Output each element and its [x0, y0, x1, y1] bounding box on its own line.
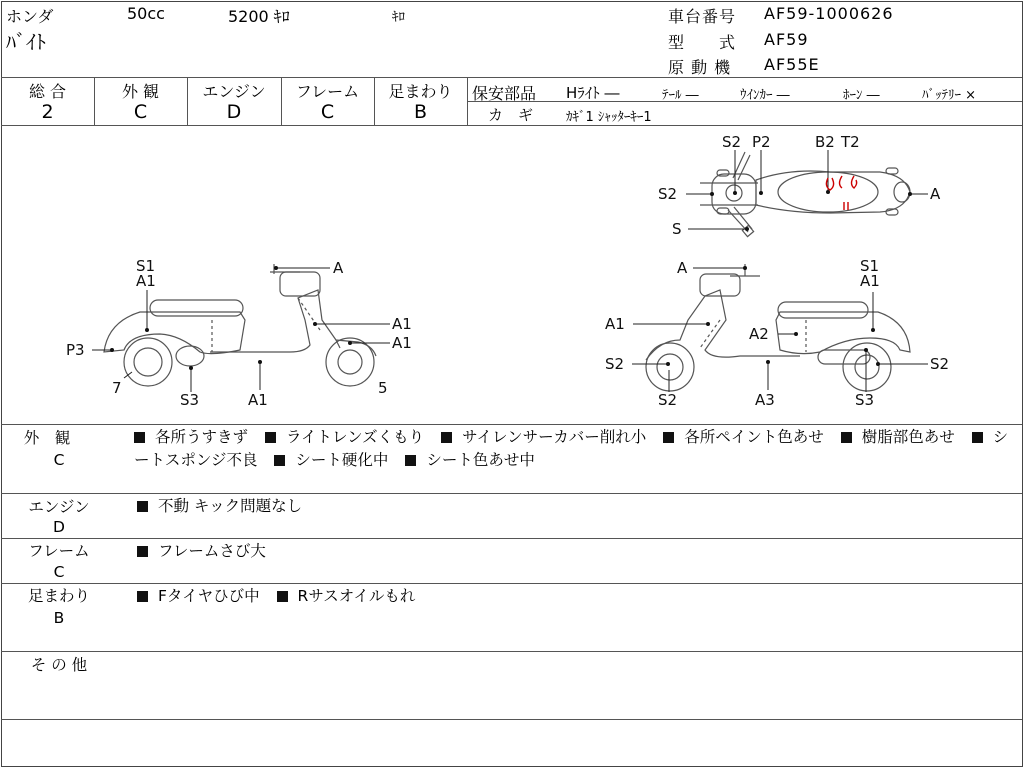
remark-category-engine: エンジン — [28, 498, 90, 516]
model-name: ﾊﾞｲﾄ — [6, 30, 46, 54]
mileage: 5200 ｷﾛ — [228, 7, 290, 26]
diagram-label: A1 — [392, 334, 412, 352]
diagram-label: 5 — [378, 379, 388, 397]
engine-value: AF55E — [764, 55, 820, 74]
diagram-label: S3 — [180, 391, 200, 409]
diagram-label: A1 — [248, 391, 268, 409]
remark-category-other: そ の 他 — [30, 656, 88, 674]
safety-item-headlight: Hﾗｲﾄ ― — [566, 84, 620, 102]
diagram-label: A1 — [392, 315, 412, 333]
grade-value-exterior: C — [133, 101, 148, 123]
remarks-top-border — [1, 424, 1022, 425]
scooter-diagram — [0, 126, 1022, 424]
remark-items-frame: フレームさび大 — [137, 540, 278, 563]
remark-items-exterior: 各所うすきず ライトレンズくもり サイレンサーカバー削れ小 各所ペイント色あせ 樹脂部色あせ シートスポンジ不良 シート硬化中 シート色あせ中 — [134, 428, 1009, 469]
diagram-label: A1 — [860, 272, 880, 290]
diagram-label: S1 — [136, 257, 156, 275]
grade-label-overall: 総 合 — [28, 82, 67, 101]
bullet-icon — [663, 432, 674, 443]
diagram-label: S3 — [855, 391, 875, 409]
remark-items-suspension: Fタイヤひび中 Rサスオイルもれ — [137, 585, 427, 608]
grade-label-exterior: 外 観 — [121, 82, 160, 101]
remark-divider — [1, 538, 1022, 539]
diagram-label: S — [672, 220, 682, 238]
diagram-label: B2 — [815, 133, 835, 151]
diagram-label: S2 — [722, 133, 742, 151]
remark-grade-frame: C — [53, 563, 65, 581]
displacement: 50cc — [127, 4, 165, 23]
bullet-icon — [137, 591, 148, 602]
diagram-label: S2 — [930, 355, 950, 373]
engine-label: 原 動 機 — [668, 58, 732, 77]
bullet-icon — [265, 432, 276, 443]
remark-category-suspension: 足まわり — [27, 587, 90, 605]
diagram-label: S2 — [658, 185, 678, 203]
remark-category-frame: フレーム — [28, 542, 90, 560]
diagram-label: P2 — [752, 133, 771, 151]
bullet-icon — [405, 455, 416, 466]
bullet-icon — [134, 432, 145, 443]
bullet-icon — [972, 432, 983, 443]
diagram-label: 7 — [112, 379, 122, 397]
mileage-unit: ｷﾛ — [392, 10, 405, 25]
diagram-label: S1 — [860, 257, 880, 275]
diagram-label: A — [333, 259, 344, 277]
bullet-icon — [441, 432, 452, 443]
type-label: 型 式 — [668, 33, 737, 52]
key-label: カ ギ — [488, 106, 534, 124]
diagram-label: P3 — [66, 341, 85, 359]
diagram-label: A — [930, 185, 941, 203]
diagram-label: T2 — [841, 133, 860, 151]
remark-divider — [1, 651, 1022, 652]
grade-label-frame: フレーム — [295, 82, 360, 101]
grade-value-overall: 2 — [41, 101, 54, 123]
chassis-value: AF59-1000626 — [764, 4, 894, 23]
remark-grade-exterior: C — [53, 451, 65, 469]
grade-value-engine: D — [226, 101, 242, 123]
grade-label-suspension: 足まわり — [388, 82, 453, 101]
chassis-label: 車台番号 — [668, 7, 737, 26]
key-value: ｶｷﾞ1 ｼｬｯﾀｰｷｰ1 — [566, 110, 652, 125]
handwritten-marks — [826, 176, 856, 210]
grade-value-frame: C — [320, 101, 335, 123]
maker: ホンダ — [6, 7, 54, 26]
bullet-icon — [841, 432, 852, 443]
safety-item-tail: ﾃｰﾙ ― — [662, 88, 699, 103]
remark-grade-suspension: B — [53, 609, 65, 627]
grade-label-engine: エンジン — [202, 82, 266, 101]
safety-item-horn: ﾎｰﾝ ― — [843, 88, 880, 103]
remark-items-engine: 不動 キック問題なし — [137, 495, 314, 518]
diagram-label: S2 — [605, 355, 625, 373]
diagram-label: A — [677, 259, 688, 277]
remark-divider — [1, 583, 1022, 584]
remark-divider — [1, 719, 1022, 720]
bullet-icon — [137, 546, 148, 557]
diagram-label: A1 — [136, 272, 156, 290]
bullet-icon — [137, 501, 148, 512]
remark-category-exterior: 外 観 — [23, 429, 71, 447]
diagram-label: A1 — [605, 315, 625, 333]
diagram-label: A3 — [755, 391, 775, 409]
bullet-icon — [274, 455, 285, 466]
diagram-label: S2 — [658, 391, 678, 409]
safety-item-winker: ｳｲﾝｶｰ ― — [740, 88, 790, 103]
top-view-scooter — [700, 152, 910, 237]
safety-item-battery: ﾊﾞｯﾃﾘｰ × — [922, 88, 977, 103]
remark-divider — [1, 493, 1022, 494]
diagram-label: A2 — [749, 325, 769, 343]
header-divider — [1, 77, 1022, 78]
bullet-icon — [277, 591, 288, 602]
safety-label: 保安部品 — [472, 84, 537, 103]
type-value: AF59 — [764, 30, 809, 49]
remark-grade-engine: D — [53, 518, 65, 536]
grade-value-suspension: B — [413, 101, 428, 123]
